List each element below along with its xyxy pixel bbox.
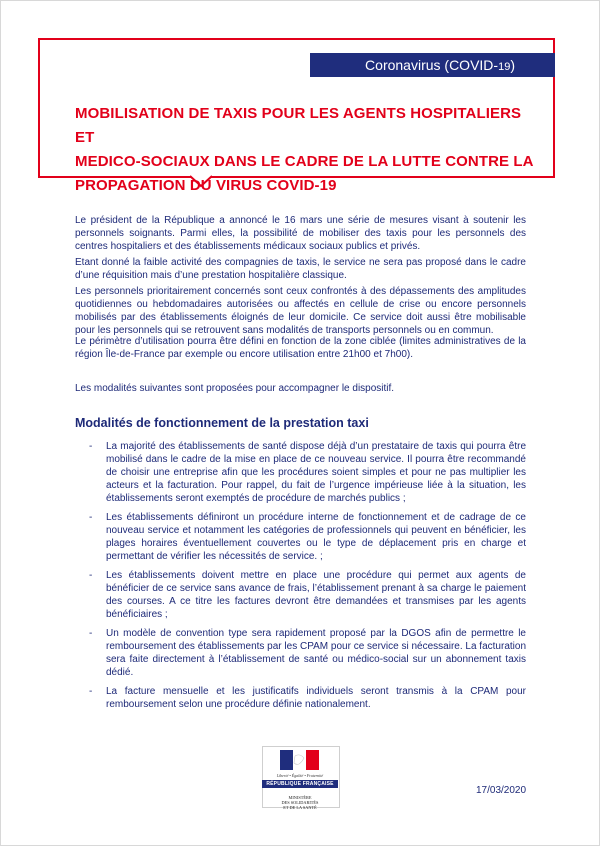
list-item: - La majorité des établissements de santé dispose déjà d’un prestataire de taxis qui pourra être mobilisé dans le cadre de la mise en place de ce nouveau service. Il pourra être recommandé de choisir une entreprise afin que les procédures soient simples et pour ne pas multiplier les acteurs et la facturation. Pour rappel, du fait de l’urgence impérieuse liée à la situation, les établissements seront exemptés de procédure de marchés publics ; — [89, 441, 526, 504]
list-item: - Les établissements doivent mettre en place une procédure qui permet aux agents de bénéficier de ce service sans avance de frais, l’établissement prenant à sa charge le paiement des courses. A ce titre les factures devront être demandées et transmises par les agents bénéficiaires ; — [89, 570, 526, 620]
title-line-1: MOBILISATION DE TAXIS POUR LES AGENTS HOSPITALIERS ET — [75, 105, 522, 146]
bullet-dash: - — [89, 686, 93, 697]
topic-tag-number: 19 — [498, 61, 511, 73]
document-title — [75, 102, 535, 198]
list-item: - La facture mensuelle et les justificatifs individuels seront transmis à la CPAM pour remboursement selon une procédure définie nationalement. — [89, 686, 526, 710]
bullet-dash: - — [89, 570, 93, 581]
intro-paragraph-2: Etant donné la faible activité des compagnies de taxis, le service ne sera pas proposé dans le cadre d’une réquisition mais d’une prestation hospitalière classique. — [75, 257, 526, 281]
intro-paragraph-4: Le périmètre d’utilisation pourra être défini en fonction de la zone ciblée (limites administratives de la région Île-de-France par exemple ou encore utilisation entre 21h00 et 7h00). — [75, 336, 526, 360]
topic-tag-close: ) — [510, 57, 515, 73]
title-line-2: MEDICO-SOCIAUX DANS LE CADRE DE LA LUTTE CONTRE LA — [75, 153, 534, 170]
intro-paragraph-1: Le président de la République a annoncé le 16 mars une série de mesures visant à soutenir les personnels soignants. Parmi elles, la possibilité de mobiliser des taxis pour les personnels des centres hospitaliers et des établissements médicaux sociaux publics et privés. — [75, 215, 526, 252]
bullet-dash: - — [89, 512, 93, 523]
modalities-list — [89, 440, 526, 717]
frame-left-edge — [38, 38, 40, 178]
section-heading: Modalités de fonctionnement de la prestation taxi — [75, 416, 369, 430]
intro-paragraph-5: Les modalités suivantes sont proposées pour accompagner le dispositif. — [75, 383, 395, 394]
republique-francaise-banner: RÉPUBLIQUE FRANÇAISE — [262, 780, 338, 788]
topic-tag — [310, 53, 555, 77]
bullet-dash: - — [89, 628, 93, 639]
list-item: - Les établissements définiront un procédure interne de fonctionnement et de cadrage de ce nouveau service et notamment les catégories de professionnels qui peuvent en bénéficier, les plages horaires éventuellement couvertes ou le type de déplacement pris en charge et permettant de vérifier les nécessités de service. ; — [89, 512, 526, 562]
topic-tag-text: Coronavirus (COVID- — [365, 57, 499, 73]
title-line-3: PROPAGATION DU VIRUS COVID-19 — [75, 177, 337, 194]
intro-paragraph-3: Les personnels prioritairement concernés sont ceux confrontés à des dépassements des amplitudes quotidiennes ou hebdomadaires autorisées ou affectés en cellule de crise ou encore personnels mobilisés par des établissements éloignés de leur domicile. Ce service doit aussi être mobilisable pour les personnels qui se retrouvent sans modalités de transports personnels ou en commun. — [75, 286, 526, 336]
list-item: - Un modèle de convention type sera rapidement proposé par la DGOS afin de permettre le remboursement des établissements par les CPAM pour ce service si nécessaire. La facturation sera faite directement à l’établissement de santé ou médico-social sur un abonnement taxis dédié. — [89, 628, 527, 678]
document-date: 17/03/2020 — [476, 785, 527, 796]
republic-motto: Liberté • Égalité • Fraternité — [276, 773, 324, 778]
bullet-dash: - — [89, 441, 93, 452]
frame-top-edge — [38, 38, 555, 40]
ministry-name: MINISTÈRE DES SOLIDARITÉS ET DE LA SANTÉ — [281, 795, 319, 810]
